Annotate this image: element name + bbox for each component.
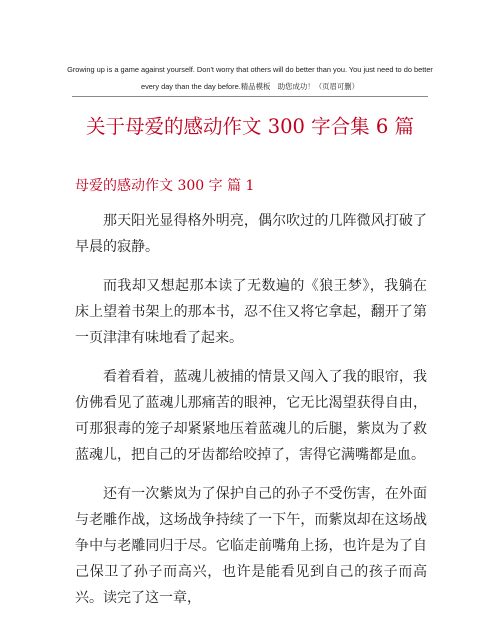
paragraph-2: 而我却又想起那本读了无数遍的《狼王梦》，我躺在床上望着书架上的那本书，忍不住又将它拿起，翻开了第一页津津有味地看了起来。 <box>75 278 427 346</box>
section-title: 母爱的感动作文 300 字 篇 1 <box>75 178 255 194</box>
page-header: Growing up is a game against yourself. Don't worry that others will do better than you. You just need to do better every day than the day before.精品模板 助您成功！（页眉可删） <box>67 65 433 91</box>
article-body <box>75 208 427 624</box>
paragraph-3: 看着看着，蓝魂儿被捕的情景又闯入了我的眼帘，我仿佛看见了蓝魂儿那痛苦的眼神，它无比渴望获得自由，可那狠毒的笼子却紧紧地压着蓝魂儿的后腿，紫岚为了救蓝魂儿，把自己的牙齿都给咬掉了，害得它满嘴都是血。 <box>75 369 427 463</box>
paragraph-4: 还有一次紫岚为了保护自己的孙子不受伤害，在外面与老雕作战，这场战争持续了一下午，而紫岚却在这场战争中与老雕同归于尽。它临走前嘴角上扬，也许是为了自己保卫了孙子而高兴，也许是能看见到自己的孩子而高兴。读完了这一章， <box>75 486 427 606</box>
document-title: 关于母爱的感动作文 300 字合集 6 篇 <box>86 115 414 138</box>
header-divider <box>72 96 428 97</box>
paragraph-1: 那天阳光显得格外明亮，偶尔吹过的几阵微风打破了早晨的寂静。 <box>75 213 427 255</box>
